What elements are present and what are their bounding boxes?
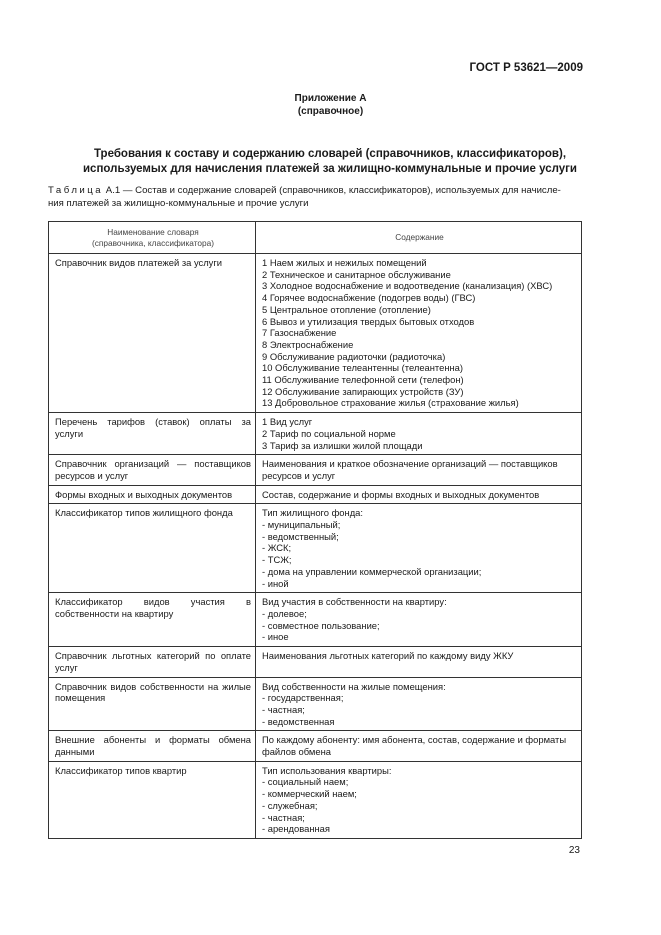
dictionary-name-cell: Формы входных и выходных документов [49,485,256,504]
content-cell [256,504,582,593]
content-line: Наименования и краткое обозначение организаций — поставщиков ресурсов и услуг [262,458,558,481]
table-row [49,731,582,761]
table-row [49,593,582,647]
content-cell [256,593,582,647]
content-cell [256,761,582,838]
table-row [49,485,582,504]
content-line: - иной [262,577,289,589]
content-line: 3 Тариф за излишки жилой площади [262,439,423,451]
table-row [49,647,582,677]
table-row [49,504,582,593]
content-line: 4 Горячее водоснабжение (подогрев воды) (ГВС) [262,292,476,304]
content-line: 11 Обслуживание телефонной сети (телефон) [262,374,464,386]
content-cell [256,677,582,731]
table-row [49,413,582,455]
content-line: 2 Техническое и санитарное обслуживание [262,268,451,280]
caption-label: Таблица [48,185,104,196]
caption-number: А.1 [105,185,121,196]
dictionary-name-cell: Классификатор видов участия в собственности на квартиру [49,593,256,647]
table-row [49,455,582,485]
content-line: - ведомственная [262,715,335,727]
content-line: Тип использования квартиры: [262,764,392,776]
header-text: (справочника, классификатора) [91,237,215,248]
dictionary-name-cell: Справочник организаций — поставщиков ресурсов и услуг [49,455,256,485]
table-row [49,254,582,413]
content-line: 2 Тариф по социальной норме [262,427,396,439]
appendix-subtitle: (справочное) [297,106,364,117]
table-header-row [49,222,582,254]
content-line: 6 Вывоз и утилизация твердых бытовых отходов [262,315,475,327]
header-text: Наименование словаря [107,226,199,237]
document-title-line: Требования к составу и содержанию словарей (справочников, классификаторов), [93,148,567,160]
content-line: - социальный наем; [262,776,349,788]
content-line: - ТСЖ; [262,554,292,566]
content-line: 13 Добровольное страхование жилья (страхование жилья) [262,397,519,409]
content-line: - государственная; [262,692,344,704]
content-line: - арендованная [262,823,330,835]
table-caption [48,185,588,210]
content-line: - частная; [262,703,305,715]
content-line: 3 Холодное водоснабжение и водоотведение (канализация) (ХВС) [262,280,553,292]
content-line: 1 Наем жилых и нежилых помещений [262,257,427,268]
header-content: Содержание [256,222,582,254]
content-line: 5 Центральное отопление (отопление) [262,303,431,315]
content-line: - муниципальный; [262,519,341,531]
dictionary-name-cell: Перечень тарифов (ставок) оплаты за услуги [49,413,256,455]
document-title-line: используемых для начисления платежей за жилищно-коммунальные и прочие услуги [82,163,578,175]
content-line: - долевое; [262,607,307,619]
dictionary-name-cell: Справочник видов собственности на жилые помещения [49,677,256,731]
caption-text: — Состав и содержание словарей (справочников, классификаторов), используемых для начисле- [122,185,561,196]
table-row [49,677,582,731]
dictionary-name-cell: Классификатор типов жилищного фонда [49,504,256,593]
content-cell [256,731,582,761]
content-line: - дома на управлении коммерческой организации; [262,565,482,577]
content-line: 9 Обслуживание радиоточки (радиоточка) [262,350,446,362]
content-line: Вид участия в собственности на квартиру: [262,596,447,608]
appendix-heading [0,92,661,118]
document-title [40,147,620,177]
caption-line [48,185,588,198]
header-dictionary-name [49,222,256,254]
caption-line: ния платежей за жилищно-коммунальные и прочие услуги [48,197,309,209]
dictionary-name-cell: Внешние абоненты и форматы обмена данными [49,731,256,761]
dictionary-name-cell: Справочник льготных категорий по оплате услуг [49,647,256,677]
dictionary-name-cell: Классификатор типов квартир [49,761,256,838]
content-line: 8 Электроснабжение [262,338,354,350]
content-line: - иное [262,631,289,643]
content-line: 10 Обслуживание телеантенны (телеантенна) [262,362,464,374]
content-cell [256,455,582,485]
content-line: - ЖСК; [262,542,292,554]
content-cell [256,254,582,413]
content-line: По каждому абоненту: имя абонента, состав, содержание и форматы файлов обмена [262,734,567,758]
content-line: 7 Газоснабжение [262,327,337,339]
content-line: Вид собственности на жилые помещения: [262,680,446,692]
content-line: 12 Обслуживание запирающих устройств (ЗУ) [262,385,464,397]
content-cell [256,485,582,504]
content-cell [256,413,582,455]
content-line: 1 Вид услуг [262,416,313,428]
dictionary-name-cell: Справочник видов платежей за услуги [49,254,256,413]
content-line: - совместное пользование; [262,619,380,631]
content-line: - частная; [262,811,305,823]
content-line: - ведомственный; [262,530,339,542]
table-row [49,761,582,838]
standard-code: ГОСТ Р 53621—2009 [469,62,583,74]
page-number: 23 [568,845,580,856]
content-cell [256,647,582,677]
content-line: - служебная; [262,799,318,811]
content-line: Состав, содержание и формы входных и выходных документов [262,488,540,500]
content-line: Наименования льготных категорий по каждому виду ЖКУ [262,650,514,662]
appendix-title: Приложение А [294,93,367,104]
dictionaries-table [48,221,582,839]
content-line: Тип жилищного фонда: [262,507,363,519]
content-line: - коммерческий наем; [262,788,357,800]
